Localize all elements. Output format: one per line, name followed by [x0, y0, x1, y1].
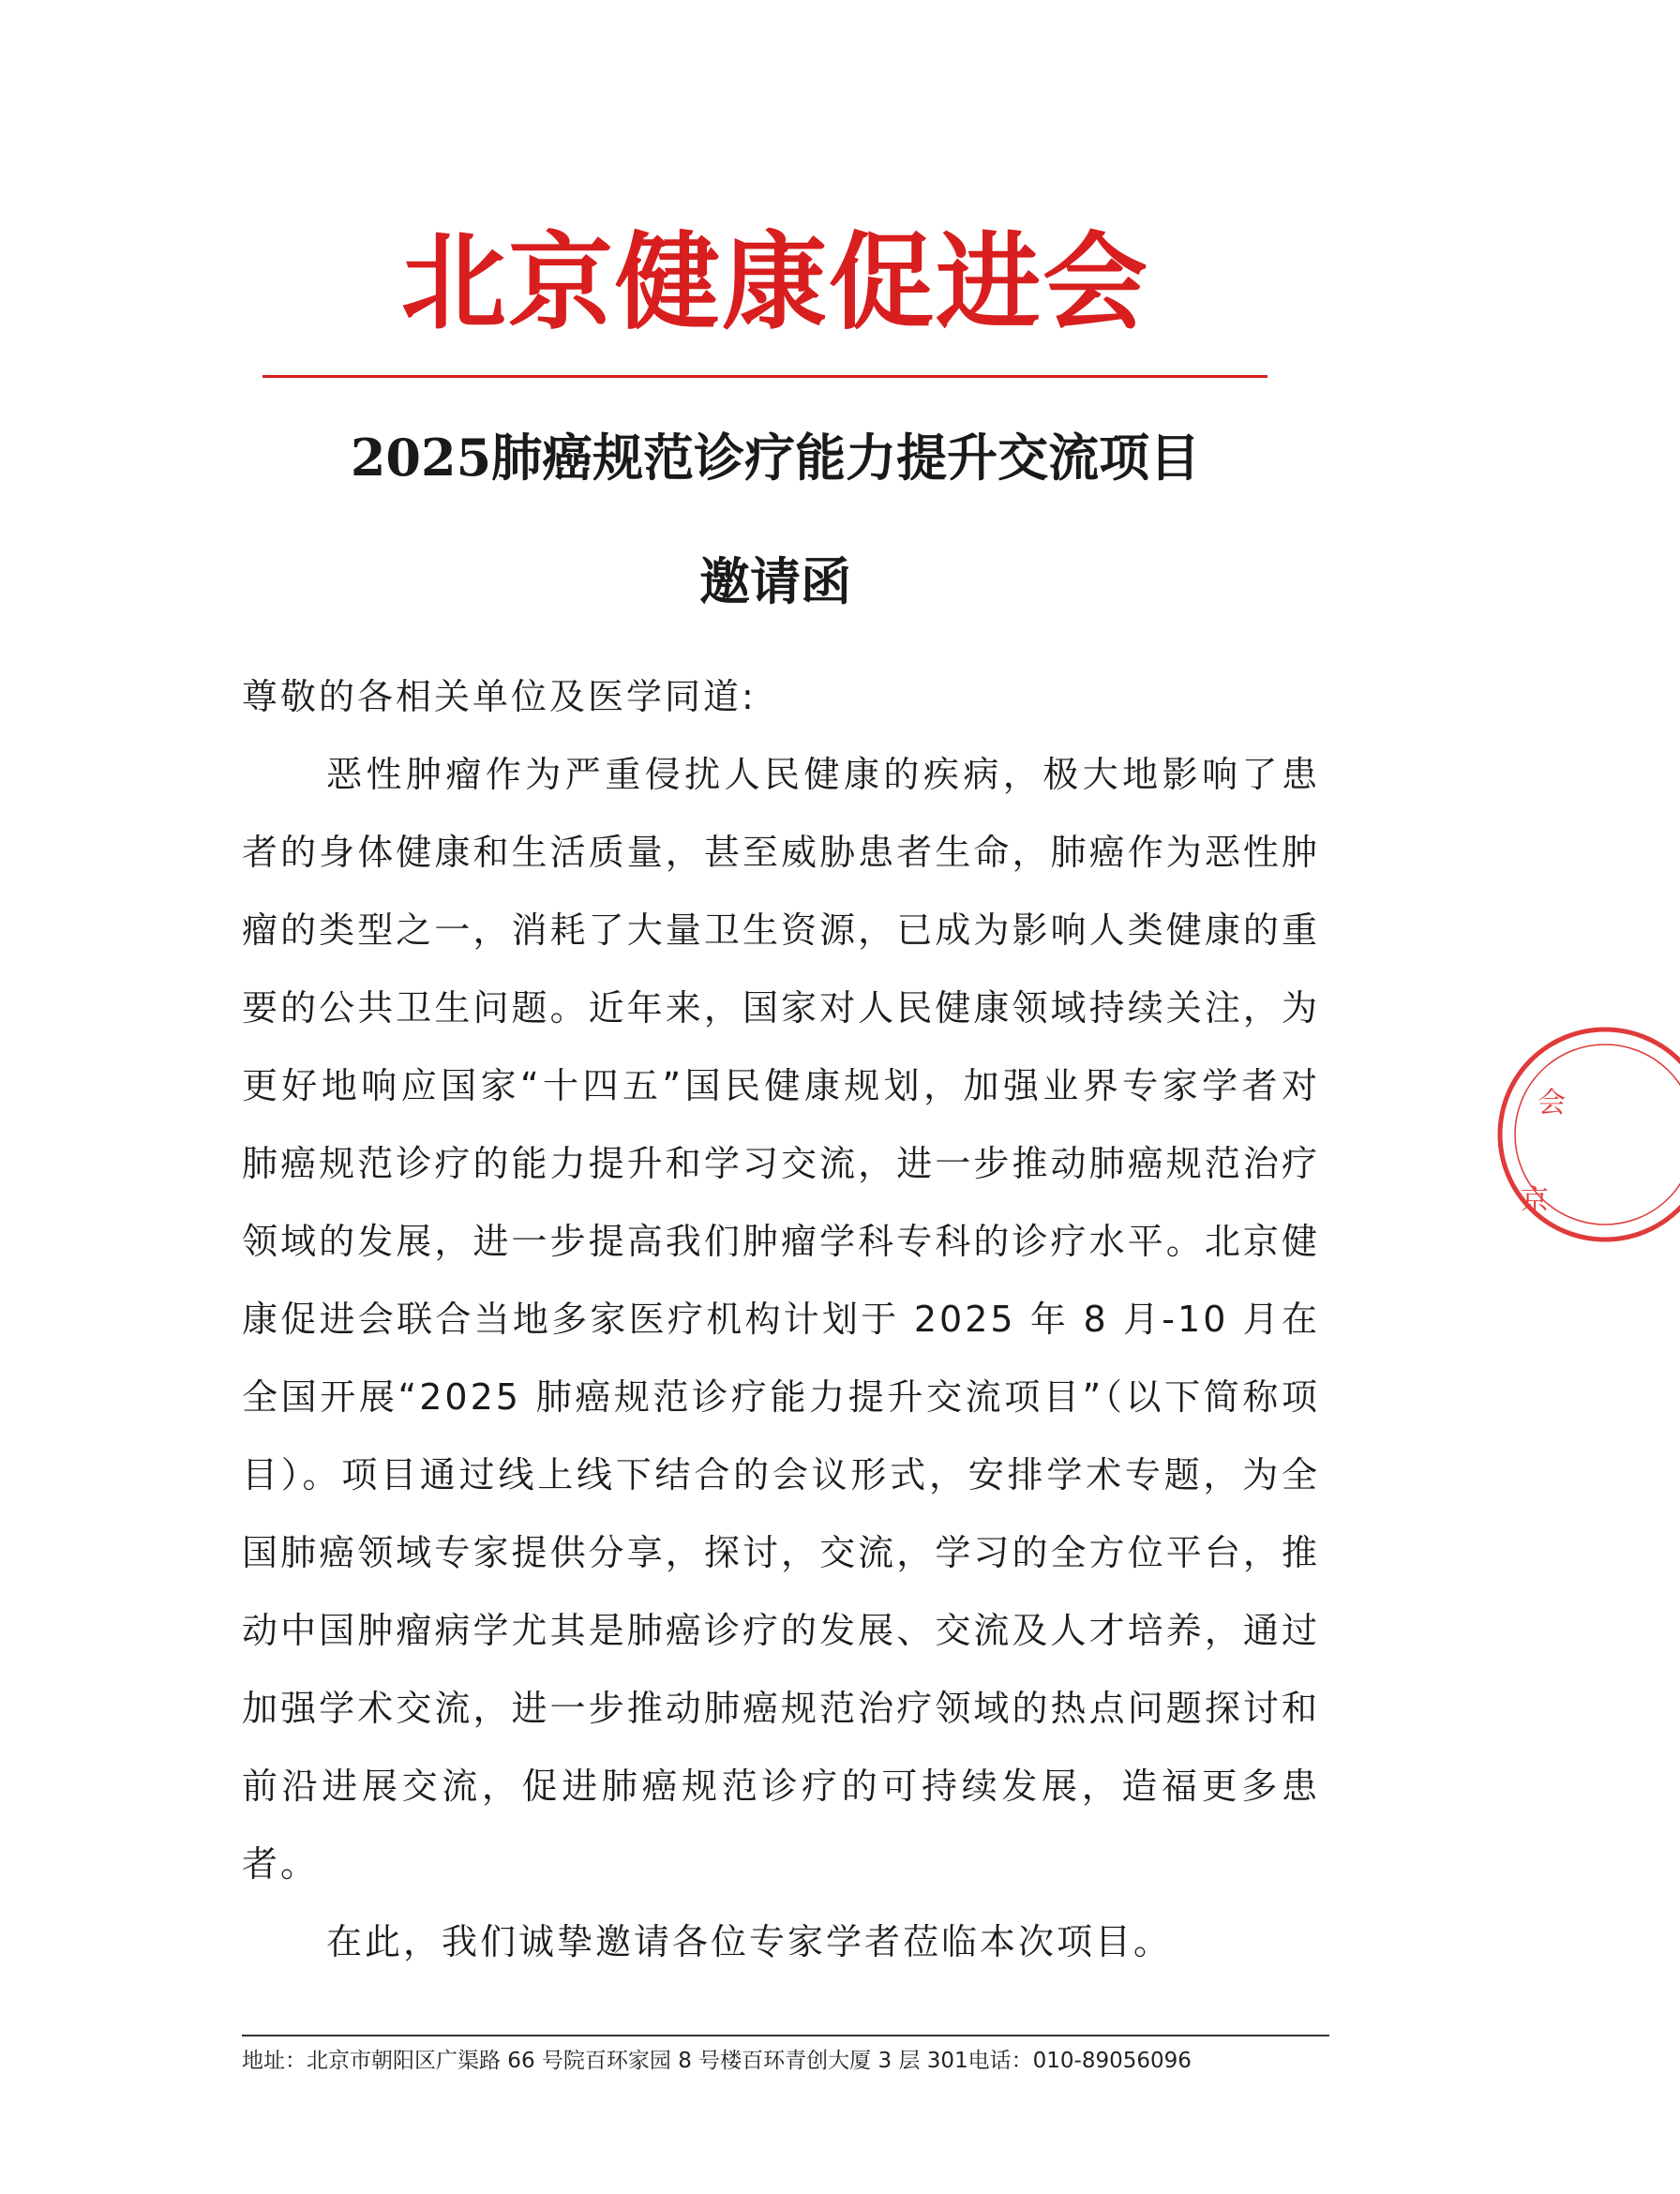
official-seal	[1492, 1022, 1680, 1247]
footer-phone: 电话：010-89056096	[968, 2049, 1192, 2073]
seal-glyph-2: 京	[1521, 1184, 1549, 1217]
footer-contact	[242, 2044, 1329, 2078]
seal-glyph-1: 会	[1538, 1087, 1566, 1120]
salutation: 尊敬的各相关单位及医学同道:	[242, 676, 757, 717]
body-paragraph-1: 恶性肿瘤作为严重侵扰人民健康的疾病，极大地影响了患者的身体健康和生活质量，甚至威胁患者生命，肺癌作为恶性肿瘤的类型之一，消耗了大量卫生资源，已成为影响人类健康的重要的公共卫生问题。近年来，国家对人民健康领域持续关注，为更好地响应国家“十四五”国民健康规划，加强业界专家学者对肺癌规范诊疗的能力提升和学习交流，进一步推动肺癌规范治疗领域的发展，进一步提高我们肿瘤学科专科的诊疗水平。北京健康促进会联合当地多家医疗机构计划于 2025 年 8 月-10 月在全国开展“2025 肺癌规范诊疗能力提升交流项目”（以下简称项目）。项目通过线上线下结合的会议形式，安排学术专题，为全国肺癌领域专家提供分享，探讨，交流，学习的全方位平台，推动中国肿瘤病学尤其是肺癌诊疗的发展、交流及人才培养，通过加强学术交流，进一步推动肺癌规范治疗领域的热点问题探讨和前沿进展交流，促进肺癌规范诊疗的可持续发展，造福更多患者。	[242, 754, 1320, 1885]
letterhead-divider	[262, 375, 1268, 378]
document-title: 2025肺癌规范诊疗能力提升交流项目	[350, 428, 1201, 488]
document-subtitle: 邀请函	[699, 551, 851, 611]
footer-divider	[242, 2035, 1329, 2036]
organization-letterhead: 北京健康促进会	[401, 221, 1149, 344]
letter-body	[242, 658, 1320, 1981]
body-paragraph-2: 在此，我们诚挚邀请各位专家学者莅临本次项目。	[326, 1921, 1173, 1962]
footer-address: 地址：北京市朝阳区广渠路 66 号院百环家园 8 号楼百环青创大厦 3 层 301	[242, 2049, 968, 2073]
